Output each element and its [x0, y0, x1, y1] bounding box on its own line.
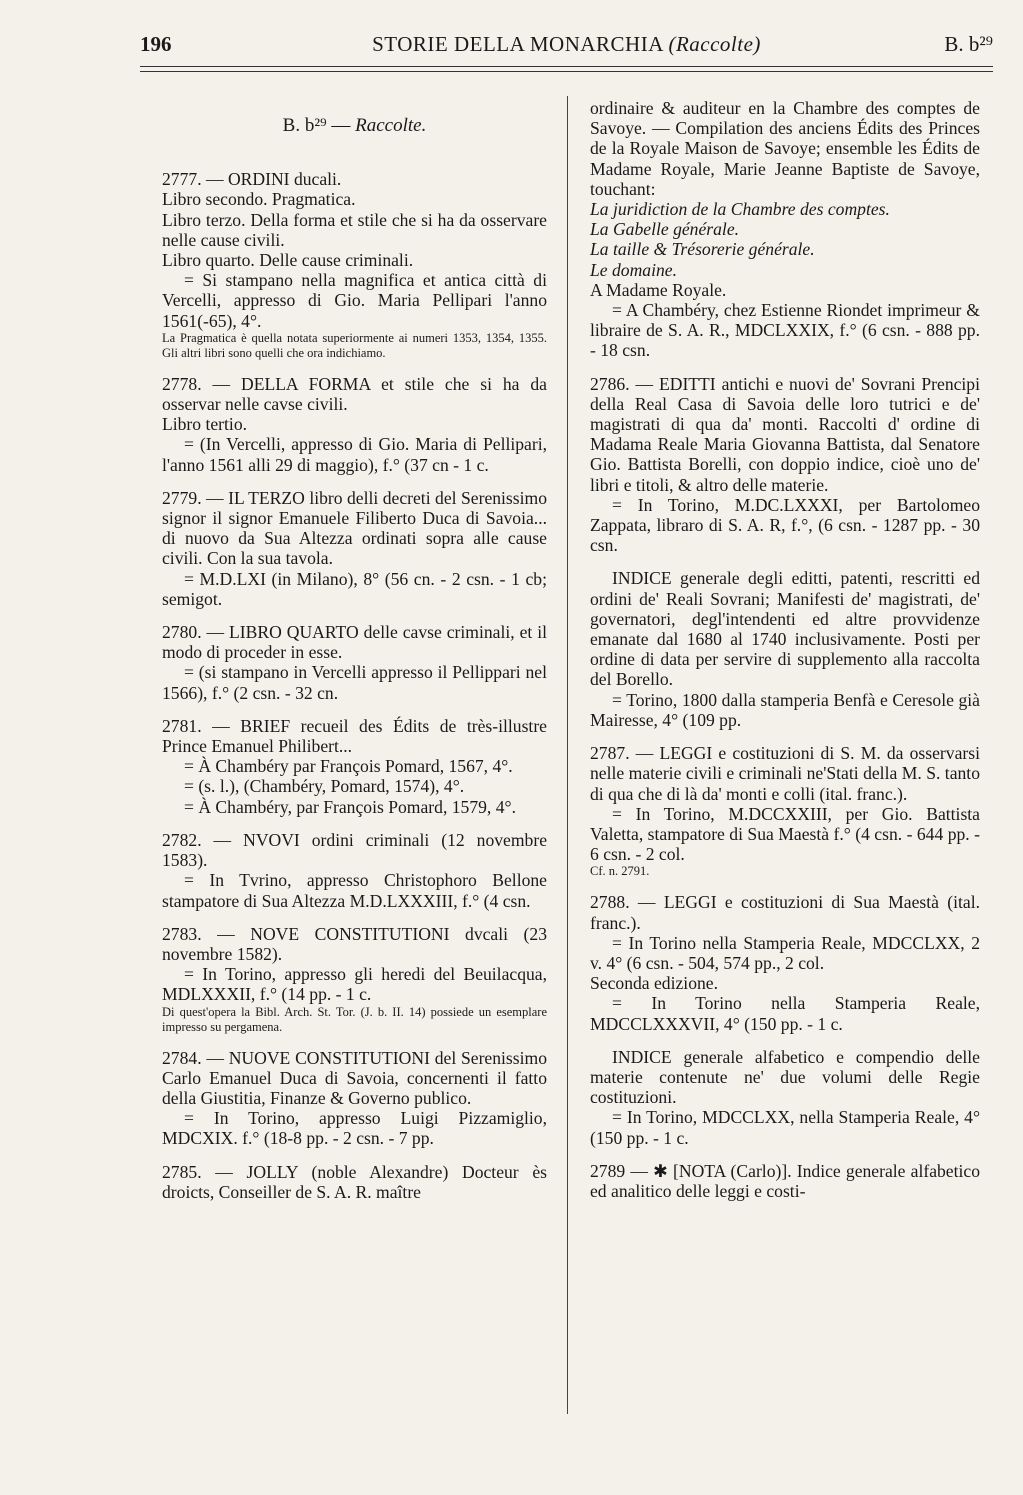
entry-line: 2779. — IL TERZO libro delli decreti del Serenissimo signor il signor Emanuele Filiberto Duca di Savoia... di nuovo da Sua Altezza ordinati sopra alle cause civili. Con la sua tavola. — [162, 487, 547, 569]
running-title-main: STORIE DELLA MONARCHIA — [372, 32, 663, 56]
entry-line: 2780. — LIBRO QUARTO delle cavse criminali, et il modo di proceder in esse. — [162, 622, 547, 663]
entry-line: Libro quarto. Delle cause criminali. — [162, 250, 414, 271]
signature-mark: B. b²⁹ — [944, 32, 993, 56]
entry-imprint: = In Torino, appresso gli heredi del Beuilacqua, MDLXXXII, f.° (14 pp. - 1 c. — [162, 964, 547, 1005]
entry-line: 2787. — LEGGI e costituzioni di S. M. da osservarsi nelle materie civili e criminali ne'Stati della M. S. tanto di qua che di là da' monti e colli (ital. franc.). — [590, 743, 980, 804]
entry-line: 2784. — NUOVE CONSTITUTIONI del Serenissimo Carlo Emanuel Duca di Savoia, concernenti il fatto della Giustitia, Finanze & Governo publico. — [162, 1047, 547, 1108]
entry-line: Le domaine. — [590, 259, 677, 280]
entry-imprint: = À Chambéry, par François Pomard, 1579, 4°. — [184, 796, 516, 817]
header-rule-double — [140, 71, 993, 72]
entry-2781 — [162, 716, 547, 817]
entry-imprint: = (si stampano in Vercelli appresso il Pellippari nel 1566), f.° (2 csn. - 32 cn. — [162, 662, 547, 703]
column-divider — [567, 96, 568, 1414]
entry-imprint: = In Tvrino, appresso Christophoro Bellone stampatore di Sua Altezza M.D.LXXXIII, f.° (4 csn. — [162, 870, 547, 911]
entry-line: INDICE generale alfabetico e compendio delle materie contenute ne' due volumi delle Regie costituzioni. — [590, 1046, 980, 1108]
entry-imprint: = (In Vercelli, appresso di Gio. Maria di Pellipari, l'anno 1561 alli 29 di maggio), f.° (37 cn - 1 c. — [162, 434, 547, 475]
entry-2785 — [162, 1162, 547, 1202]
entry-imprint: = Si stampano nella magnifica et antica città di Vercelli, appresso di Gio. Maria Pellipari l'anno 1561(-65), 4°. — [162, 270, 547, 331]
entry-imprint: = In Torino nella Stamperia Reale, MDCCLXXXVII, 4° (150 pp. - 1 c. — [590, 993, 980, 1034]
entry-imprint: = In Torino, appresso Luigi Pizzamiglio, MDCXIX. f.° (18-8 pp. - 2 csn. - 7 pp. — [162, 1108, 547, 1149]
entry-2787 — [590, 743, 980, 879]
entry-line: 2788. — LEGGI e costituzioni di Sua Maestà (ital. franc.). — [590, 892, 980, 933]
section-title-italic: Raccolte. — [355, 115, 427, 136]
entry-line: Seconda edizione. — [590, 973, 718, 994]
entry-line: Libro tertio. — [162, 414, 248, 435]
entry-2786 — [590, 374, 980, 556]
entry-line: 2777. — ORDINI ducali. — [162, 169, 342, 190]
entry-2782 — [162, 830, 547, 911]
entry-2780 — [162, 622, 547, 703]
section-title — [162, 116, 547, 136]
running-title — [140, 32, 993, 57]
entry-indice-editti — [590, 568, 980, 730]
entry-2779 — [162, 488, 547, 609]
entry-imprint: = (s. l.), (Chambéry, Pomard, 1574), 4°. — [184, 776, 465, 797]
entry-2777 — [162, 169, 547, 361]
entry-line: Libro secondo. Pragmatica. — [162, 189, 356, 210]
entry-line: La Gabelle générale. — [590, 219, 740, 240]
entry-line: 2785. — JOLLY (noble Alexandre) Docteur ès droicts, Conseiller de S. A. R. maître — [162, 1161, 547, 1202]
entry-imprint: = In Torino, M.DC.LXXXI, per Bartolomeo Zappata, libraro di S. A. R, f.°, (6 csn. - 1287 pp. - 30 csn. — [590, 494, 980, 556]
entry-line: INDICE generale degli editti, patenti, rescritti ed ordini de' Reali Sovrani; Manifesti de' magistrati, de' governatori, degl'intendenti ed altre provvidenze emanate dal 1680 al 1740 inclusivamente. Posti per ordine di data per servire di supplemento alla raccolta del Borello. — [590, 568, 980, 690]
entry-indice-costituzioni — [590, 1047, 980, 1148]
section-title-label: B. b²⁹ — — [282, 115, 351, 136]
entry-line: 2789 — ✱ [NOTA (Carlo)]. Indice generale alfabetico ed analitico delle leggi e costi- — [590, 1160, 980, 1201]
entry-2784 — [162, 1048, 547, 1149]
page-number: 196 — [140, 32, 172, 56]
entry-imprint: = In Torino nella Stamperia Reale, MDCCLXX, 2 v. 4° (6 csn. - 504, 574 pp., 2 col. — [590, 932, 980, 973]
entry-line: 2782. — NVOVI ordini criminali (12 novembre 1583). — [162, 829, 547, 871]
entry-imprint: = In Torino, MDCCLXX, nella Stamperia Reale, 4° (150 pp. - 1 c. — [590, 1107, 980, 1148]
entry-2778 — [162, 374, 547, 475]
entry-line: La juridiction de la Chambre des comptes. — [590, 199, 890, 220]
entry-note: La Pragmatica è quella notata superiormente ai numeri 1353, 1354, 1355. Gli altri libri sono quelli che ora indichiamo. — [162, 330, 547, 360]
entry-line: ordinaire & auditeur en la Chambre des comptes de Savoye. — Compilation des anciens Édits des Princes de la Royale Maison de Savoye; ensemble les Édits de Madame Royale, Marie Jeanne Baptiste de Savoye, touchant: — [590, 98, 980, 199]
entry-line: 2778. — DELLA FORMA et stile che si ha da osservar nelle cavse civili. — [162, 373, 547, 415]
entry-line: Libro terzo. Della forma et stile che si ha da osservare nelle cause civili. — [162, 209, 547, 250]
entry-imprint: = In Torino, M.DCCXXIII, per Gio. Battista Valetta, stampatore di Sua Maestà f.° (4 csn. - 644 pp. - 6 csn. - 2 col. — [590, 803, 980, 865]
entry-line: 2783. — NOVE CONSTITUTIONI dvcali (23 novembre 1582). — [162, 923, 547, 964]
entry-2788 — [590, 892, 980, 1033]
left-column — [162, 98, 547, 1215]
entry-line: 2786. — EDITTI antichi e nuovi de' Sovrani Prencipi della Real Casa di Savoia delle loro tutrici e de' magistrati di qua da' monti. Raccolti d' ordine di Madama Reale Maria Giovanna Battista, dal Senatore Gio. Battista Borelli, con doppio indice, cioè uno de' libri e titoli, & altro delle materie. — [590, 373, 980, 495]
entry-line: 2781. — BRIEF recueil des Édits de très-illustre Prince Emanuel Philibert... — [162, 715, 547, 757]
entry-line: A Madame Royale. — [590, 279, 727, 300]
entry-note: Di quest'opera la Bibl. Arch. St. Tor. (J. b. II. 14) possiede un esemplare impresso su pergamena. — [162, 1004, 547, 1034]
entry-line: La taille & Trésorerie générale. — [590, 239, 815, 260]
entry-note: Cf. n. 2791. — [590, 864, 650, 879]
entry-imprint: = A Chambéry, chez Estienne Riondet imprimeur & libraire de S. A. R., MDCLXXIX, f.° (6 csn. - 888 pp. - 18 csn. — [590, 300, 980, 361]
running-title-italic: (Raccolte) — [668, 32, 761, 56]
entry-imprint: = M.D.LXI (in Milano), 8° (56 cn. - 2 csn. - 1 cb; semigot. — [162, 568, 547, 609]
entry-imprint: = Torino, 1800 dalla stamperia Benfà e Ceresole già Mairesse, 4° (109 pp. — [590, 689, 980, 730]
entry-imprint: = À Chambéry par François Pomard, 1567, 4°. — [184, 756, 513, 777]
entry-2789 — [590, 1161, 980, 1201]
entry-2785-cont — [590, 98, 980, 361]
running-header — [140, 32, 993, 62]
header-rule — [140, 66, 993, 67]
entry-2783 — [162, 924, 547, 1035]
right-column — [590, 98, 980, 1214]
